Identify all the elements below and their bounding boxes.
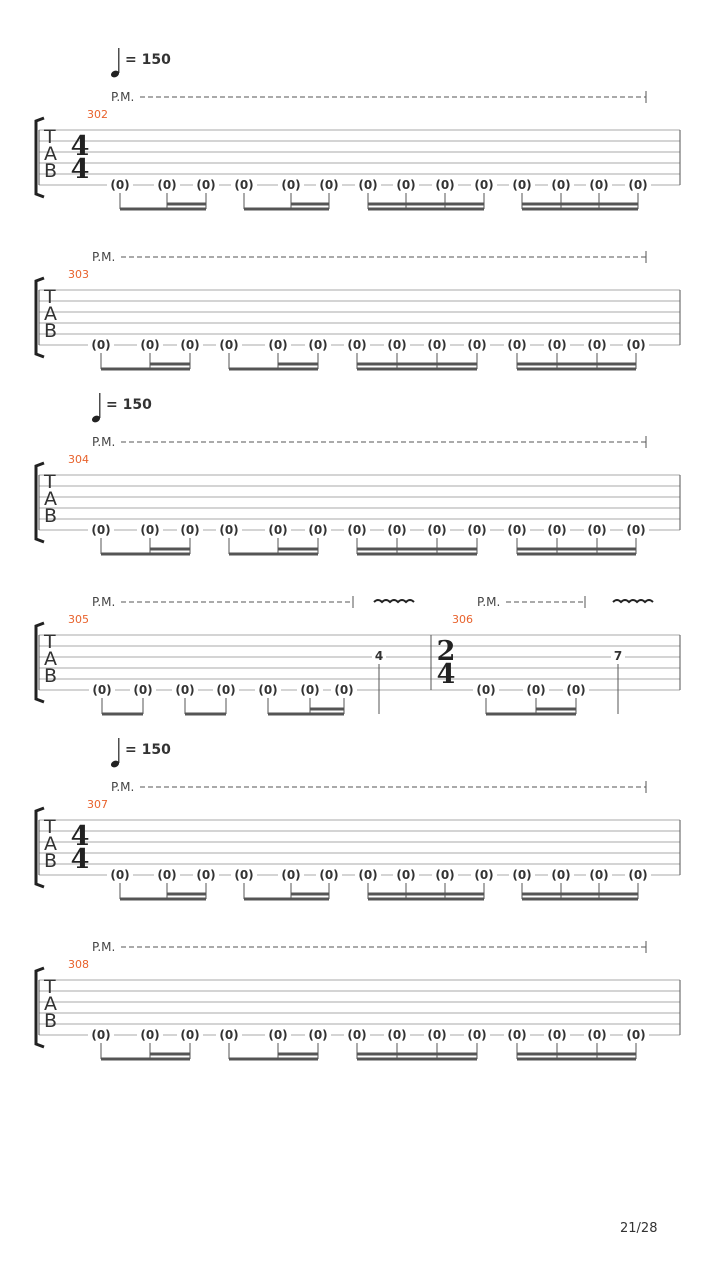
measure-number: 303 bbox=[68, 268, 89, 281]
measure-number: 308 bbox=[68, 958, 89, 971]
time-signature-bottom: 4 bbox=[436, 659, 456, 690]
tab-letter-t: T bbox=[44, 816, 56, 838]
tab-letter-a: A bbox=[44, 143, 57, 165]
tempo-mark: = 150 bbox=[106, 397, 152, 413]
palm-mute-label: P.M. bbox=[111, 90, 135, 104]
fret-number: (0) bbox=[589, 178, 609, 192]
palm-mute-label: P.M. bbox=[92, 595, 116, 609]
fret-number: (0) bbox=[474, 868, 494, 882]
fret-number: (0) bbox=[551, 868, 571, 882]
fret-number: (0) bbox=[91, 1028, 111, 1042]
tab-letter-a: A bbox=[44, 488, 57, 510]
fret-number: (0) bbox=[91, 338, 111, 352]
fret-number: (0) bbox=[319, 868, 339, 882]
tab-letter-t: T bbox=[44, 471, 56, 493]
vibrato-icon bbox=[613, 600, 653, 602]
fret-number: (0) bbox=[180, 338, 200, 352]
fret-number: (0) bbox=[258, 683, 278, 697]
fret-number: (0) bbox=[507, 1028, 527, 1042]
fret-number: (0) bbox=[628, 868, 648, 882]
measure-number: 302 bbox=[87, 108, 108, 121]
fret-number: (0) bbox=[234, 178, 254, 192]
fret-number: (0) bbox=[234, 868, 254, 882]
tempo-mark: = 150 bbox=[125, 742, 171, 758]
fret-number: (0) bbox=[268, 1028, 288, 1042]
fret-number: (0) bbox=[396, 178, 416, 192]
fret-number: (0) bbox=[589, 868, 609, 882]
fret-number: (0) bbox=[347, 523, 367, 537]
fret-number: 7 bbox=[613, 649, 623, 663]
fret-number: (0) bbox=[347, 338, 367, 352]
fret-number: (0) bbox=[507, 338, 527, 352]
time-signature-bottom: 4 bbox=[70, 154, 90, 185]
fret-number: (0) bbox=[474, 178, 494, 192]
tab-letter-b: B bbox=[44, 160, 58, 182]
fret-number: (0) bbox=[476, 683, 496, 697]
fret-number: (0) bbox=[387, 338, 407, 352]
fret-number: (0) bbox=[358, 178, 378, 192]
fret-number: (0) bbox=[308, 338, 328, 352]
fret-number: (0) bbox=[334, 683, 354, 697]
fret-number: (0) bbox=[300, 683, 320, 697]
fret-number: (0) bbox=[427, 1028, 447, 1042]
measure-number: 306 bbox=[452, 613, 473, 626]
measure-number: 307 bbox=[87, 798, 108, 811]
fret-number: (0) bbox=[180, 523, 200, 537]
fret-number: (0) bbox=[626, 523, 646, 537]
fret-number: (0) bbox=[547, 523, 567, 537]
fret-number: (0) bbox=[92, 683, 112, 697]
fret-number: (0) bbox=[467, 338, 487, 352]
tab-letter-t: T bbox=[44, 286, 56, 308]
fret-number: (0) bbox=[140, 523, 160, 537]
time-signature-bottom: 4 bbox=[70, 844, 90, 875]
page-number: 21/28 bbox=[620, 1221, 658, 1236]
fret-number: (0) bbox=[396, 868, 416, 882]
fret-number: (0) bbox=[587, 1028, 607, 1042]
fret-number: (0) bbox=[507, 523, 527, 537]
fret-number: (0) bbox=[467, 523, 487, 537]
tab-letter-b: B bbox=[44, 320, 58, 342]
tab-letter-b: B bbox=[44, 505, 58, 527]
fret-number: (0) bbox=[512, 868, 532, 882]
fret-number: (0) bbox=[551, 178, 571, 192]
time-signature-top: 2 bbox=[436, 636, 456, 667]
fret-number: (0) bbox=[319, 178, 339, 192]
fret-number: (0) bbox=[140, 338, 160, 352]
fret-number: (0) bbox=[110, 178, 130, 192]
fret-number: (0) bbox=[526, 683, 546, 697]
fret-number: (0) bbox=[427, 338, 447, 352]
fret-number: (0) bbox=[427, 523, 447, 537]
palm-mute-label: P.M. bbox=[92, 940, 116, 954]
fret-number: (0) bbox=[547, 1028, 567, 1042]
tab-letter-b: B bbox=[44, 665, 58, 687]
palm-mute-label: P.M. bbox=[477, 595, 501, 609]
fret-number: (0) bbox=[387, 1028, 407, 1042]
measure-number: 305 bbox=[68, 613, 89, 626]
fret-number: (0) bbox=[628, 178, 648, 192]
tab-letter-a: A bbox=[44, 833, 57, 855]
tab-letter-t: T bbox=[44, 976, 56, 998]
fret-number: (0) bbox=[347, 1028, 367, 1042]
fret-number: (0) bbox=[281, 178, 301, 192]
palm-mute-label: P.M. bbox=[111, 780, 135, 794]
fret-number: (0) bbox=[308, 523, 328, 537]
fret-number: (0) bbox=[467, 1028, 487, 1042]
fret-number: (0) bbox=[110, 868, 130, 882]
fret-number: (0) bbox=[196, 868, 216, 882]
fret-number: (0) bbox=[175, 683, 195, 697]
tab-letter-a: A bbox=[44, 993, 57, 1015]
tab-letter-a: A bbox=[44, 648, 57, 670]
fret-number: (0) bbox=[133, 683, 153, 697]
fret-number: (0) bbox=[308, 1028, 328, 1042]
measure-number: 304 bbox=[68, 453, 89, 466]
fret-number: (0) bbox=[587, 338, 607, 352]
fret-number: (0) bbox=[566, 683, 586, 697]
fret-number: (0) bbox=[180, 1028, 200, 1042]
palm-mute-label: P.M. bbox=[92, 435, 116, 449]
fret-number: (0) bbox=[281, 868, 301, 882]
tab-letter-b: B bbox=[44, 1010, 58, 1032]
fret-number: (0) bbox=[91, 523, 111, 537]
fret-number: (0) bbox=[216, 683, 236, 697]
tab-letter-b: B bbox=[44, 850, 58, 872]
fret-number: (0) bbox=[268, 338, 288, 352]
fret-number: (0) bbox=[626, 1028, 646, 1042]
fret-number: (0) bbox=[435, 868, 455, 882]
fret-number: 4 bbox=[374, 649, 384, 663]
tab-letter-t: T bbox=[44, 631, 56, 653]
time-signature-top: 4 bbox=[70, 821, 90, 852]
fret-number: (0) bbox=[547, 338, 567, 352]
fret-number: (0) bbox=[196, 178, 216, 192]
palm-mute-label: P.M. bbox=[92, 250, 116, 264]
time-signature-top: 4 bbox=[70, 131, 90, 162]
fret-number: (0) bbox=[157, 868, 177, 882]
fret-number: (0) bbox=[358, 868, 378, 882]
fret-number: (0) bbox=[219, 1028, 239, 1042]
tab-letter-a: A bbox=[44, 303, 57, 325]
fret-number: (0) bbox=[219, 523, 239, 537]
fret-number: (0) bbox=[435, 178, 455, 192]
tab-letter-t: T bbox=[44, 126, 56, 148]
fret-number: (0) bbox=[140, 1028, 160, 1042]
fret-number: (0) bbox=[387, 523, 407, 537]
fret-number: (0) bbox=[219, 338, 239, 352]
tempo-mark: = 150 bbox=[125, 52, 171, 68]
fret-number: (0) bbox=[512, 178, 532, 192]
fret-number: (0) bbox=[587, 523, 607, 537]
fret-number: (0) bbox=[626, 338, 646, 352]
vibrato-icon bbox=[374, 600, 414, 602]
fret-number: (0) bbox=[157, 178, 177, 192]
fret-number: (0) bbox=[268, 523, 288, 537]
